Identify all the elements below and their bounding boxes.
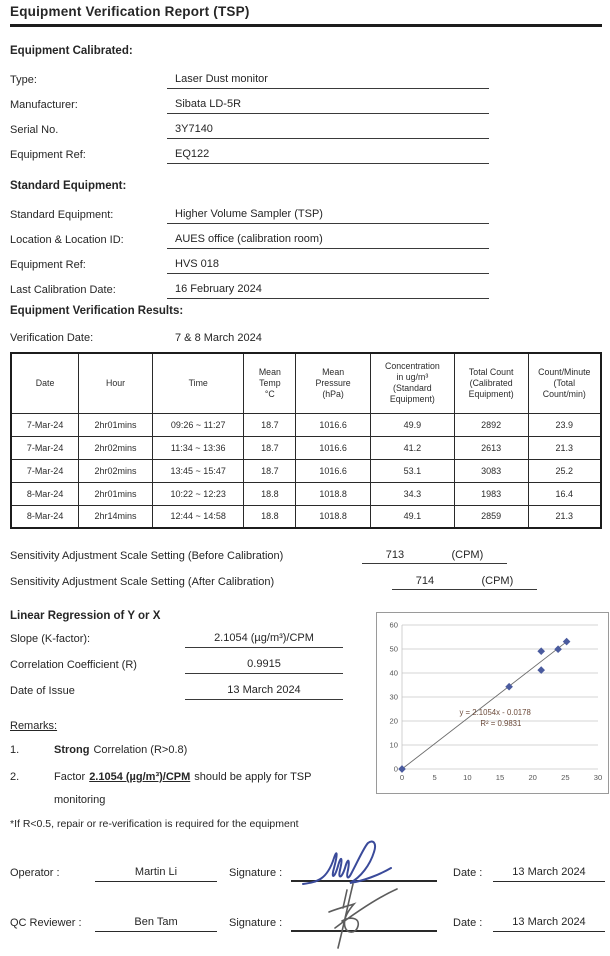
remark-item-2-line2: monitoring bbox=[54, 793, 106, 806]
table-cell: 8-Mar-24 bbox=[11, 505, 79, 528]
svg-text:20: 20 bbox=[528, 773, 537, 782]
table-row bbox=[11, 413, 601, 436]
column-header: Mean Temp °C bbox=[244, 353, 296, 413]
qc-signature-scribble bbox=[287, 882, 437, 956]
table-cell: 18.8 bbox=[244, 482, 296, 505]
field-label: Location & Location ID: bbox=[10, 234, 124, 246]
standard-equipment-fields bbox=[10, 199, 602, 299]
field-equipment-ref bbox=[10, 139, 602, 164]
results-table bbox=[10, 352, 602, 529]
svg-text:50: 50 bbox=[389, 644, 398, 654]
field-label: Standard Equipment: bbox=[10, 209, 114, 221]
table-cell: 49.1 bbox=[370, 505, 454, 528]
svg-text:10: 10 bbox=[389, 740, 398, 750]
field-value: 16 February 2024 bbox=[167, 283, 489, 299]
column-header: Total Count (Calibrated Equipment) bbox=[454, 353, 528, 413]
table-cell: 41.2 bbox=[370, 436, 454, 459]
field-label: Serial No. bbox=[10, 124, 59, 136]
sensitivity-before-value: 713 bbox=[385, 549, 405, 561]
qc-reviewer-label: QC Reviewer : bbox=[10, 916, 82, 929]
field-label: Equipment Ref: bbox=[10, 259, 86, 271]
table-cell: 2hr14mins bbox=[79, 505, 153, 528]
table-cell: 1018.8 bbox=[296, 482, 371, 505]
table-cell: 8-Mar-24 bbox=[11, 482, 79, 505]
remark-suffix: should be apply for TSP bbox=[194, 770, 312, 783]
table-row bbox=[11, 482, 601, 505]
signature-label: Signature : bbox=[229, 866, 283, 879]
field-verification-date bbox=[10, 325, 602, 347]
field-label: Equipment Ref: bbox=[10, 149, 86, 161]
table-cell: 10:22 ~ 12:23 bbox=[152, 482, 244, 505]
operator-date: 13 March 2024 bbox=[493, 866, 605, 882]
table-cell: 34.3 bbox=[370, 482, 454, 505]
equipment-calibrated-fields bbox=[10, 64, 602, 164]
table-cell: 16.4 bbox=[528, 482, 601, 505]
field-value: 7 & 8 March 2024 bbox=[175, 332, 262, 344]
regression-chart bbox=[376, 612, 609, 794]
table-cell: 18.8 bbox=[244, 505, 296, 528]
qc-signature-line bbox=[291, 912, 437, 932]
table-cell: 2hr01mins bbox=[79, 482, 153, 505]
table-row bbox=[11, 459, 601, 482]
table-cell: 49.9 bbox=[370, 413, 454, 436]
table-cell: 7-Mar-24 bbox=[11, 459, 79, 482]
scatter-chart-svg bbox=[377, 613, 608, 793]
table-row bbox=[11, 505, 601, 528]
field-value: EQ122 bbox=[167, 148, 489, 164]
signature-label: Signature : bbox=[229, 916, 283, 929]
section-heading-standard-equipment: Standard Equipment: bbox=[10, 180, 127, 192]
table-row bbox=[11, 436, 601, 459]
sensitivity-after-value-group bbox=[392, 575, 537, 590]
svg-text:0: 0 bbox=[399, 773, 405, 782]
field-standard-equipment bbox=[10, 199, 602, 224]
field-value: 0.9915 bbox=[185, 658, 343, 674]
operator-signature-line bbox=[291, 862, 437, 882]
table-cell: 09:26 ~ 11:27 bbox=[152, 413, 244, 436]
field-label: Date of Issue bbox=[10, 685, 75, 697]
qc-reviewer-name: Ben Tam bbox=[95, 916, 217, 932]
footnote: *If R<0.5, repair or re-verification is required for the equipment bbox=[10, 817, 299, 830]
field-equipment-ref-std bbox=[10, 249, 602, 274]
remark-text bbox=[54, 770, 311, 786]
regression-and-chart bbox=[10, 610, 602, 806]
signoff-block bbox=[10, 858, 602, 932]
svg-text:y = 2.1054x - 0.0178: y = 2.1054x - 0.0178 bbox=[459, 708, 531, 717]
field-label: Type: bbox=[10, 74, 37, 86]
field-value: AUES office (calibration room) bbox=[167, 233, 489, 249]
table-cell: 12:44 ~ 14:58 bbox=[152, 505, 244, 528]
field-correlation bbox=[10, 648, 376, 674]
column-header: Count/Minute (Total Count/min) bbox=[528, 353, 601, 413]
field-value: 3Y7140 bbox=[167, 123, 489, 139]
table-cell: 1016.6 bbox=[296, 459, 371, 482]
table-cell: 2hr01mins bbox=[79, 413, 153, 436]
date-label: Date : bbox=[453, 916, 483, 929]
table-cell: 13:45 ~ 15:47 bbox=[152, 459, 244, 482]
field-label: Last Calibration Date: bbox=[10, 284, 116, 296]
field-location bbox=[10, 224, 602, 249]
table-cell: 2859 bbox=[454, 505, 528, 528]
remark-item-2 bbox=[10, 770, 376, 786]
remark-number: 1. bbox=[10, 744, 20, 756]
svg-text:10: 10 bbox=[463, 773, 472, 782]
svg-text:60: 60 bbox=[389, 620, 398, 630]
table-cell: 2hr02mins bbox=[79, 436, 153, 459]
svg-text:30: 30 bbox=[389, 692, 398, 702]
table-cell: 21.3 bbox=[528, 505, 601, 528]
table-cell: 21.3 bbox=[528, 436, 601, 459]
remark-factor: 2.1054 (µg/m³)/CPM bbox=[89, 770, 191, 783]
sensitivity-before-row bbox=[10, 538, 602, 564]
table-cell: 25.2 bbox=[528, 459, 601, 482]
column-header: Hour bbox=[79, 353, 153, 413]
remark-number: 2. bbox=[10, 770, 20, 783]
field-serial-no bbox=[10, 114, 602, 139]
table-cell: 7-Mar-24 bbox=[11, 436, 79, 459]
date-label: Date : bbox=[453, 866, 483, 879]
field-type bbox=[10, 64, 602, 89]
column-header: Concentration in ug/m³ (Standard Equipment) bbox=[370, 353, 454, 413]
table-cell: 3083 bbox=[454, 459, 528, 482]
remark-item-1 bbox=[10, 743, 376, 759]
results-table-body bbox=[11, 413, 601, 528]
svg-text:R² = 0.9831: R² = 0.9831 bbox=[480, 719, 522, 728]
operator-name: Martin Li bbox=[95, 866, 217, 882]
sensitivity-after-value: 714 bbox=[415, 575, 435, 587]
table-cell: 1983 bbox=[454, 482, 528, 505]
field-last-calibration-date bbox=[10, 274, 602, 299]
column-header: Mean Pressure (hPa) bbox=[296, 353, 371, 413]
table-cell: 18.7 bbox=[244, 459, 296, 482]
remark-text bbox=[54, 743, 187, 759]
svg-text:40: 40 bbox=[389, 668, 398, 678]
table-cell: 7-Mar-24 bbox=[11, 413, 79, 436]
operator-row bbox=[10, 858, 602, 882]
field-label: Verification Date: bbox=[10, 332, 94, 344]
field-value: Sibata LD-5R bbox=[167, 98, 489, 114]
table-cell: 18.7 bbox=[244, 436, 296, 459]
field-value: 13 March 2024 bbox=[185, 684, 343, 700]
sensitivity-before-value-group bbox=[362, 549, 507, 564]
svg-text:30: 30 bbox=[593, 773, 603, 782]
sensitivity-before-label: Sensitivity Adjustment Scale Setting (Before Calibration) bbox=[10, 550, 284, 562]
regression-column bbox=[10, 610, 376, 806]
svg-text:20: 20 bbox=[389, 716, 398, 726]
sensitivity-after-unit: (CPM) bbox=[481, 575, 514, 587]
table-cell: 23.9 bbox=[528, 413, 601, 436]
field-slope bbox=[10, 622, 376, 648]
column-header: Date bbox=[11, 353, 79, 413]
column-header: Time bbox=[152, 353, 244, 413]
svg-text:15: 15 bbox=[495, 773, 505, 782]
section-heading-verification-results: Equipment Verification Results: bbox=[10, 305, 184, 317]
table-cell: 2613 bbox=[454, 436, 528, 459]
table-cell: 2hr02mins bbox=[79, 459, 153, 482]
results-table-header-row bbox=[11, 353, 601, 413]
table-cell: 1016.6 bbox=[296, 436, 371, 459]
svg-text:0: 0 bbox=[393, 764, 398, 774]
svg-text:5: 5 bbox=[432, 773, 437, 782]
field-date-of-issue bbox=[10, 674, 376, 700]
operator-label: Operator : bbox=[10, 866, 60, 879]
svg-text:25: 25 bbox=[561, 773, 570, 782]
field-value: Laser Dust monitor bbox=[167, 73, 489, 89]
page-title: Equipment Verification Report (TSP) bbox=[10, 4, 602, 27]
field-label: Correlation Coefficient (R) bbox=[10, 659, 137, 671]
field-value: 2.1054 (µg/m³)/CPM bbox=[185, 632, 343, 648]
table-cell: 11:34 ~ 13:36 bbox=[152, 436, 244, 459]
table-cell: 18.7 bbox=[244, 413, 296, 436]
table-cell: 53.1 bbox=[370, 459, 454, 482]
field-manufacturer bbox=[10, 89, 602, 114]
remarks-heading: Remarks: bbox=[10, 720, 58, 732]
field-label: Slope (K-factor): bbox=[10, 633, 91, 645]
sensitivity-after-row bbox=[10, 564, 602, 590]
field-value: Higher Volume Sampler (TSP) bbox=[167, 208, 489, 224]
section-heading-equipment-calibrated: Equipment Calibrated: bbox=[10, 45, 133, 57]
qc-reviewer-date: 13 March 2024 bbox=[493, 916, 605, 932]
section-heading-linear-regression: Linear Regression of Y or X bbox=[10, 610, 161, 622]
sensitivity-after-label: Sensitivity Adjustment Scale Setting (After Calibration) bbox=[10, 576, 275, 588]
sensitivity-before-unit: (CPM) bbox=[451, 549, 484, 561]
remark-prefix: Factor bbox=[54, 770, 86, 783]
table-cell: 1016.6 bbox=[296, 413, 371, 436]
table-cell: 1018.8 bbox=[296, 505, 371, 528]
remark-bold: Strong bbox=[54, 744, 90, 756]
field-value: HVS 018 bbox=[167, 258, 489, 274]
table-cell: 2892 bbox=[454, 413, 528, 436]
qc-reviewer-row bbox=[10, 908, 602, 932]
field-label: Manufacturer: bbox=[10, 99, 78, 111]
remark-rest: Correlation (R>0.8) bbox=[93, 744, 188, 756]
